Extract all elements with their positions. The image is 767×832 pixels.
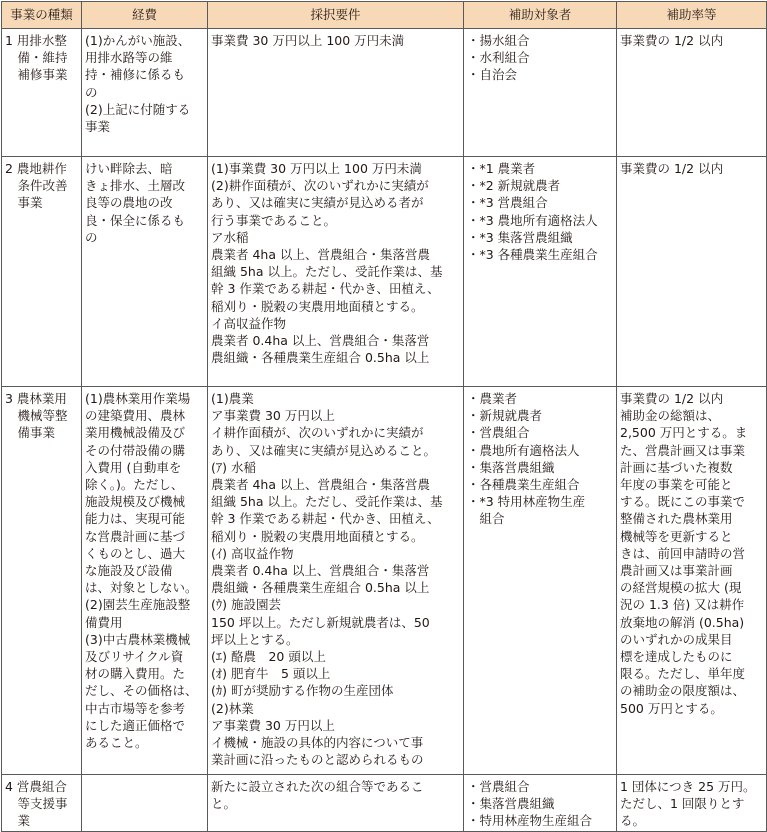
list-item: ・営農組合 <box>467 779 530 794</box>
list-item: ・自治会 <box>467 67 518 83</box>
cell-requirement <box>208 157 464 387</box>
header-business-type: 事業の種類 <box>2 2 82 29</box>
cell-business-type <box>2 29 82 157</box>
requirement-text: (1)事業費 30 万円以上 100 万円未満 (2)耕作面積が、次のいずれかに実績が あり、又は確実に実績が見込める者が 行う事業であること。 ア水稲 農業者 4ha 以上、営農組合・集落営農 組織 5ha 以上。ただし、受託作業は、基 幹 3 作業である耕起・代かき、田植え、 稲刈り・脱穀の実農用地面積とする。 イ高収益作物 農業者 0.4ha 以上、営農組合・集落営 農組織・各種農業生産組合 0.5ha 以上 <box>211 161 443 366</box>
list-item: ・*3 集落営農組織 <box>467 229 573 245</box>
list-item: ・水利組合 <box>467 50 530 66</box>
rate-text: 事業費の 1/2 以内 補助金の総額は、 2,500 万円とする。ま た、営農計画又は事業 計画に基づいた複数 年度の事業を可能と する。既にこの事業で 整備された農林業用 機械等を更新すると きは、前回申請時の営 農計画又は事業計画 の経営規模の拡大 (現 況の 1.3 倍) 又は耕作 放棄地の解消 (0.5ha) のいずれかの成果目 標を達成したものに 限る。ただし、単年度 の補助金の限度額は、 500 万円とする。 <box>620 391 748 716</box>
cell-expense <box>82 387 208 775</box>
requirement-text: 事業費 30 万円以上 100 万円未満 <box>211 33 405 48</box>
requirement-text: 新たに設立された次の組合等であるこ と。 <box>211 779 424 812</box>
rate-text: 事業費の 1/2 以内 <box>620 33 724 48</box>
cell-target <box>464 157 617 387</box>
cell-expense <box>82 775 208 832</box>
list-item: ・集落営農組織 <box>467 459 555 475</box>
list-item: ・*1 農業者 <box>467 161 536 176</box>
table-row <box>2 387 767 775</box>
table-row <box>2 775 767 832</box>
list-item: ・特用林産物生産組合 <box>467 813 593 829</box>
cell-requirement <box>208 775 464 832</box>
rate-text: 事業費の 1/2 以内 <box>620 161 724 176</box>
list-item: ・*3 特用林産物生産 組合 <box>467 494 586 527</box>
cell-rate <box>617 775 767 832</box>
cell-requirement <box>208 387 464 775</box>
header-expense: 経費 <box>82 2 208 29</box>
header-target: 補助対象者 <box>464 2 617 29</box>
list-item: ・農業者 <box>467 391 518 406</box>
header-requirement: 採択要件 <box>208 2 464 29</box>
list-item: ・各種農業生産組合 <box>467 477 580 493</box>
table-row <box>2 157 767 387</box>
cell-rate <box>617 29 767 157</box>
list-item: ・*3 農地所有適格法人 <box>467 212 598 228</box>
list-item: ・*3 営農組合 <box>467 195 548 211</box>
cell-target <box>464 387 617 775</box>
cell-target <box>464 29 617 157</box>
business-type-text: 3 農林業用 機械等整 備事業 <box>5 391 68 441</box>
cell-rate <box>617 387 767 775</box>
table-row <box>2 29 767 157</box>
cell-business-type <box>2 157 82 387</box>
subsidy-table <box>1 1 767 832</box>
cell-rate <box>617 157 767 387</box>
list-item: ・集落営農組織 <box>467 796 555 812</box>
rate-text: 1 団体につき 25 万円。 ただし、1 回限りとす る。 <box>620 779 756 829</box>
list-item: ・農地所有適格法人 <box>467 442 580 458</box>
cell-expense <box>82 29 208 157</box>
expense-text: (1)かんがい施設、 用排水路等の維 持・補修に係るも の (2)上記に付随する 事業 <box>85 33 191 135</box>
header-rate: 補助率等 <box>617 2 767 29</box>
business-type-text: 4 営農組合 等支援事 業 <box>5 779 68 829</box>
cell-expense <box>82 157 208 387</box>
business-type-text: 2 農地耕作 条件改善 事業 <box>5 161 68 211</box>
cell-requirement <box>208 29 464 157</box>
business-type-text: 1 用排水整 備・維持 補修事業 <box>5 33 68 83</box>
list-item: ・*2 新規就農者 <box>467 178 561 194</box>
list-item: ・揚水組合 <box>467 33 530 48</box>
list-item: ・営農組合 <box>467 425 530 441</box>
list-item: ・新規就農者 <box>467 408 543 424</box>
list-item: ・*3 各種農業生産組合 <box>467 247 598 263</box>
header-row <box>2 2 767 29</box>
expense-text: (1)農林業用作業場 の建築費用、農林 業用機械設備及び その付帯設備の購 入費用 (自動車を 除く。)。ただし、 施設規模及び機械 能力は、実現可能 な営農計画に基づ くものとし、過大 な施設及び設備 は、対象としない。 (2)園芸生産施設整 備費用 (3)中古農林業機械 及びリサイクル資 材の購入費用。た だし、その価格は、 中古市場等を参考 にした適正価格で あること。 <box>85 391 198 751</box>
cell-target <box>464 775 617 832</box>
requirement-text: (1)農業 ア事業費 30 万円以上 イ耕作面積が、次のいずれかに実績が あり、又は確実に実績が見込めること。 (ｱ) 水稲 農業者 4ha 以上、営農組合・集落営農 組織 5ha 以上。ただし、受託作業は、基 幹 3 作業である耕起・代かき、田植え、 稲刈り・脱穀の実農用地面積とする。 (ｲ) 高収益作物 農業者 0.4ha 以上、営農組合・集落営 農組織・各種農業生産組合 0.5ha 以上 (ｳ) 施設園芸 150 坪以上。ただし新規就農者は、50 坪以上とする。 (ｴ) 酪農 20 頭以上 (ｵ) 肥育牛 5 頭以上 (ｶ) 町が奨励する作物の生産団体 (2)林業 ア事業費 30 万円以上 イ機械・施設の具体的内容について事 業計画に沿ったものと認められるもの <box>211 391 443 768</box>
cell-business-type <box>2 387 82 775</box>
expense-text: けい畔除去、暗 きょ排水、土層改 良等の農地の改 良・保全に係るも の <box>85 161 186 245</box>
cell-business-type <box>2 775 82 832</box>
